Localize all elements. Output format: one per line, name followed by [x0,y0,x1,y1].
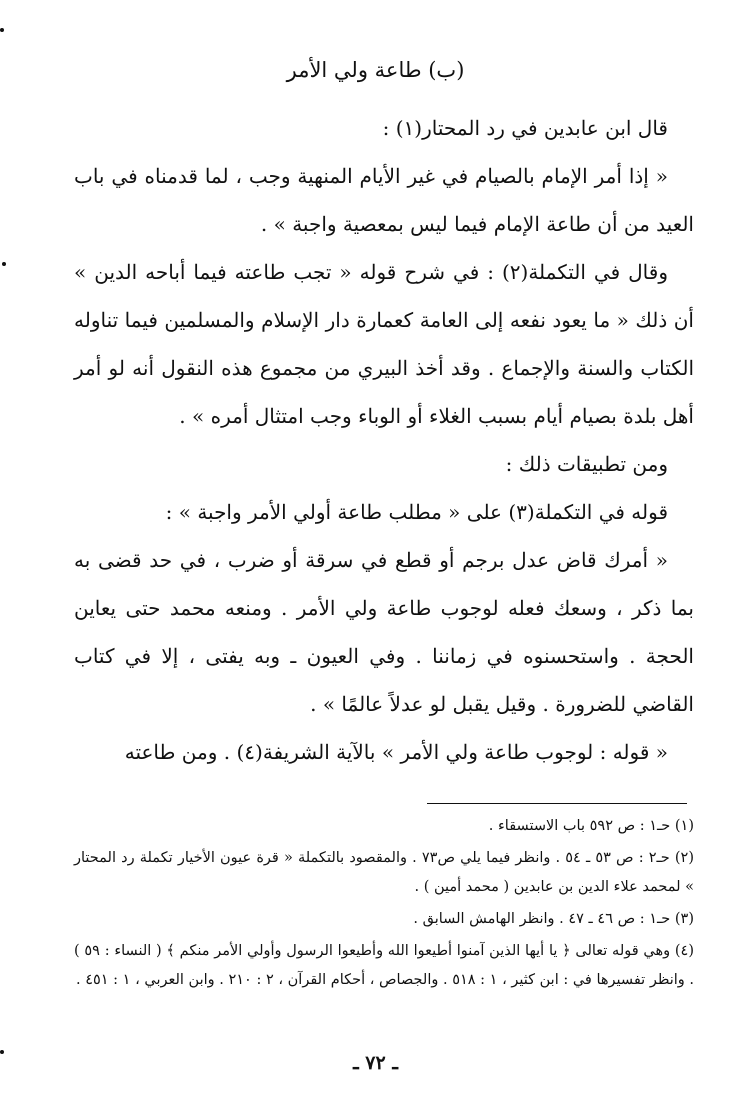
footnote-3: (٣) حـ١ : ص ٤٦ ـ ٤٧ . وانظر الهامش السابق . [413,911,694,927]
margin-dot-bottom [0,1050,4,1054]
footnote-2: (٢) حـ٢ : ص ٥٣ ـ ٥٤ . وانظر فيما يلي ص٧٣ . والمقصود بالتكملة « قرة عيون الأخيار تكملة رد المحتار » لمحمد علاء الدين بن عابدين ( محمد أمين ) . [74,850,694,895]
footnote-separator [427,803,687,804]
paragraph-quote-2: « أمرك قاض عدل برجم أو قطع في سرقة أو ضرب ، في حد قضى به بما ذكر ، وسعك فعله لوجوب طاعة ولي الأمر . ومنعه محمد حتى يعاين الحجة . واستحسنوه في زماننا . وفي العيون ـ وبه يفتى ، إلا في كتاب القاضي للضرورة . وقيل يقبل لو عدلاً عالمًا » . [74,548,694,716]
paragraph-intro: قال ابن عابدين في رد المحتار(١) : [382,116,668,140]
paragraph-takmila-2: قوله في التكملة(٣) على « مطلب طاعة أولي الأمر واجبة » : [165,500,668,524]
footnote-4: (٤) وهي قوله تعالى ﴿ يا أيها الذين آمنوا أطيعوا الله وأطيعوا الرسول وأولي الأمر منكم ﴾ ( النساء : ٥٩ ) . وانظر تفسيرها في : ابن كثير ، ١ : ٥١٨ . والجصاص ، أحكام القرآن ، ٢ : ٢١٠ . وابن العربي ، ١ : ٤٥١ . [74,943,694,988]
footnote-1: (١) حـ١ : ص ٥٩٢ باب الاستسقاء . [488,818,694,834]
footnotes [74,812,694,998]
margin-dot-top [0,28,4,32]
paragraph-quote-1: « إذا أمر الإمام بالصيام في غير الأيام المنهية وجب ، لما قدمناه في باب العيد من أن طاعة الإمام فيما ليس بمعصية واجبة » . [74,164,694,236]
main-text [74,104,694,776]
margin-dot-middle [2,262,6,266]
section-heading: (ب) طاعة ولي الأمر [286,58,465,82]
page-number: ـ ٧٢ ـ [353,1052,398,1074]
paragraph-applications: ومن تطبيقات ذلك : [505,452,668,476]
paragraph-takmila: وقال في التكملة(٢) : في شرح قوله « تجب طاعته فيما أباحه الدين » أن ذلك « ما يعود نفعه إلى العامة كعمارة دار الإسلام والمسلمين فيما تناوله الكتاب والسنة والإجماع . وقد أخذ البيري من مجموع هذه النقول أنه لو أمر أهل بلدة بصيام أيام بسبب الغلاء أو الوباء وجب امتثال أمره » . [74,260,694,428]
paragraph-last: « قوله : لوجوب طاعة ولي الأمر » بالآية الشريفة(٤) . ومن طاعته [124,740,668,764]
